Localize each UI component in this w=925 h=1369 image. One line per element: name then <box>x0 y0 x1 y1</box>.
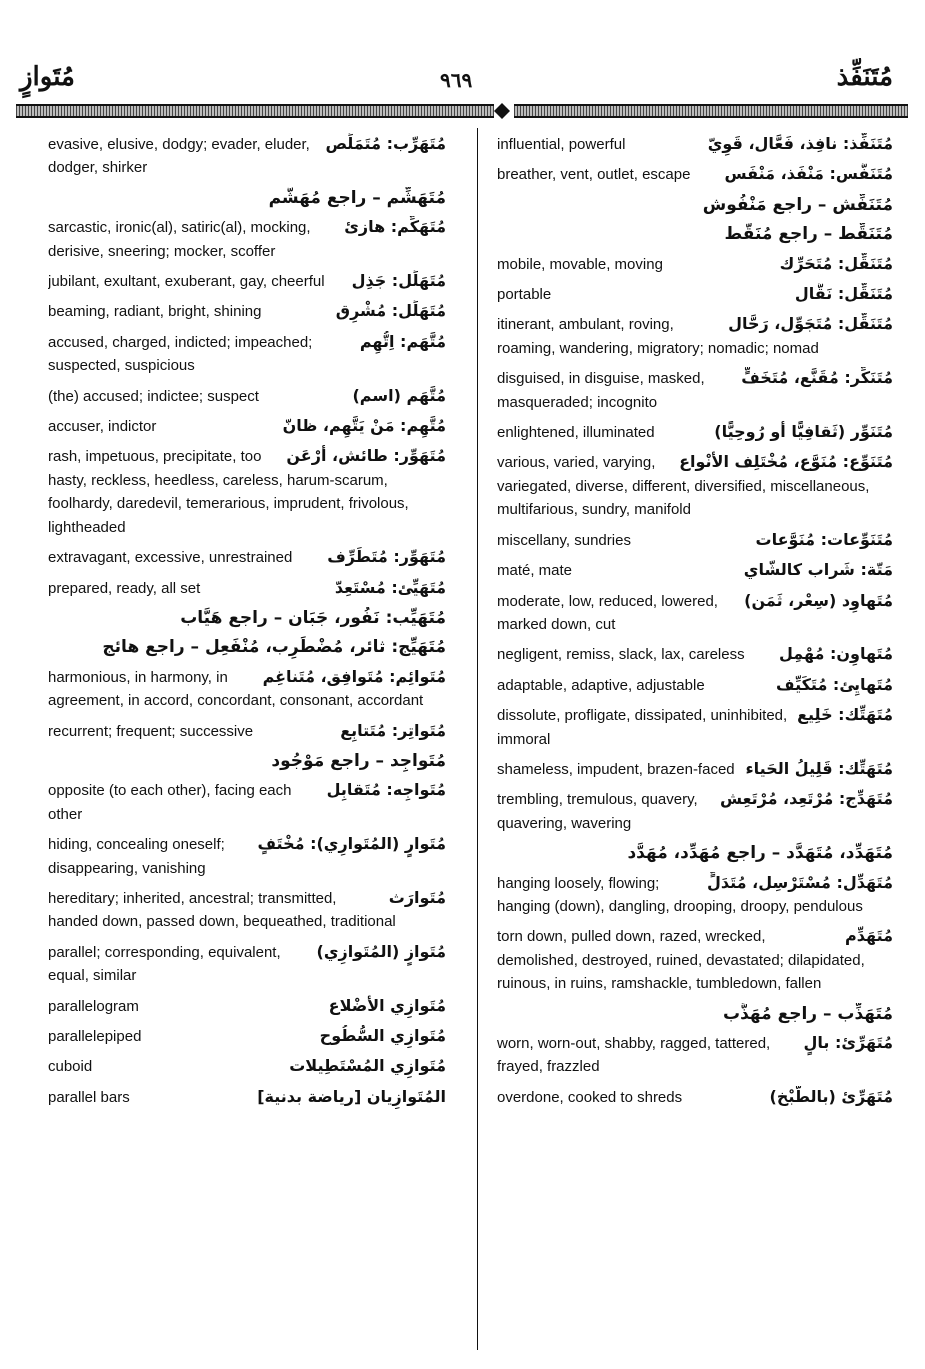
arabic-headword: مُتَّهَم: اِتُّهِم <box>359 331 446 351</box>
dictionary-entry <box>48 1086 446 1109</box>
arabic-headword: مُتَهَرِّئ (بالطَّبْخ) <box>769 1086 893 1106</box>
dictionary-entry <box>497 872 893 919</box>
page-number: ٩٦٩ <box>440 68 473 92</box>
column-divider <box>477 128 478 1350</box>
arabic-headword: مُتَهايِئ: مُتَكَيِّف <box>776 674 893 694</box>
arabic-headword: مُتَّهِم: مَنْ يَتَّهِم، ظانّ <box>282 416 446 436</box>
header-left-word: مُتَوازٍ <box>20 62 75 92</box>
arabic-headword: مُتَهَوِّر: مُتَطَرِّف <box>327 547 446 567</box>
dictionary-entry <box>497 451 893 521</box>
dictionary-entry <box>48 720 446 743</box>
english-definition: hereditary; inherited, ancestral; transmitted, handed down, passed down, bequeathed, traditional <box>48 889 396 931</box>
dictionary-entry <box>48 1055 446 1078</box>
arabic-headword: مُتَنَوِّعات: مُنَوَّعات <box>755 529 893 549</box>
english-definition: harmonious, in harmony, in agreement, in accord, concordant, consonant, accordant <box>48 668 424 710</box>
english-definition: portable <box>497 286 552 304</box>
dictionary-entry <box>497 223 893 245</box>
arabic-headword: مُتَوازٍ (المُتَوازِي) <box>316 941 446 961</box>
arabic-headword: مُتَهَيِّج: ثائر، مُضْطَرِب، مُنْفَعِل – راجع هائج <box>102 637 446 658</box>
dictionary-entry <box>497 133 893 156</box>
arabic-headword: مُتَّهَم (اسم) <box>352 385 446 405</box>
dictionary-entry <box>48 833 446 880</box>
dictionary-entry <box>48 666 446 713</box>
arabic-headword: مُتَنَكِّر: مُقَنَّع، مُتَخَفٍّ <box>741 368 893 388</box>
dictionary-entry <box>497 1003 893 1025</box>
english-definition: parallel bars <box>48 1088 130 1106</box>
arabic-headword: مُتَوارٍ (المُتَوارِي): مُخْتَفٍ <box>257 834 446 854</box>
arabic-headword: مُتَهَرِّب: مُتَمَلِّص <box>325 134 446 153</box>
dictionary-entry <box>48 941 446 988</box>
dictionary-entry <box>48 995 446 1018</box>
arabic-headword: مُتَهاوِن: مُهْمِل <box>778 644 893 664</box>
dictionary-entry <box>48 385 446 408</box>
dictionary-entry <box>497 842 893 864</box>
arabic-headword: مُتَهَدِّج: مُرْتَعِد، مُرْتَعِش <box>719 789 893 809</box>
english-definition: trembling, tremulous, quavery, quavering, wavering <box>497 791 698 832</box>
dictionary-entry <box>48 187 446 209</box>
dictionary-entry <box>497 163 893 186</box>
dictionary-entry <box>497 559 893 582</box>
dictionary-entry <box>48 300 446 323</box>
english-definition: negligent, remiss, slack, lax, careless <box>497 646 745 664</box>
english-definition: parallelepiped <box>48 1028 142 1045</box>
dictionary-entry <box>497 1032 893 1079</box>
dictionary-entry <box>48 636 446 658</box>
arabic-headword: مَتّة: شَراب كالشّاي <box>743 560 893 580</box>
english-definition: hiding, concealing oneself; disappearing, vanishing <box>48 836 225 877</box>
dictionary-entry <box>497 704 893 751</box>
dictionary-entry <box>48 445 446 539</box>
arabic-headword: مُتَهَلِّل: مُشْرِق <box>335 301 446 321</box>
english-definition: overdone, cooked to shreds <box>497 1088 683 1106</box>
english-definition: torn down, pulled down, razed, wrecked, demolished, destroyed, ruined, devastated; dilapidated, ruinous, in ruins, ramshackle, tumbledown, fallen <box>497 928 865 993</box>
english-definition: sarcastic, ironic(al), satiric(al), mocking, derisive, sneering; mocker, scoffer <box>48 219 311 260</box>
english-definition: extravagant, excessive, unrestrained <box>48 549 293 567</box>
dictionary-entry <box>48 779 446 826</box>
english-definition: cuboid <box>48 1058 93 1076</box>
dictionary-entry <box>48 546 446 569</box>
arabic-headword: مُتَهَوِّر: طائش، أَرْعَن <box>286 446 446 466</box>
arabic-headword: مُتَهَتِّك: قَلِيلُ الحَياء <box>745 758 893 778</box>
dictionary-entry <box>497 674 893 697</box>
arabic-headword: مُتَنَفَّس: مَنْفَذ، مَنْفَس <box>724 164 893 184</box>
english-definition: maté, mate <box>497 562 573 580</box>
english-definition: accuser, indictor <box>48 418 157 436</box>
arabic-headword: مُتَواجِد – راجع مَوْجُود <box>271 750 446 771</box>
english-definition: evasive, elusive, dodgy; evader, eluder, dodger, shirker <box>48 136 310 177</box>
dictionary-entry <box>48 415 446 438</box>
arabic-headword: مُتَهَيِّب: نَفُور، جَبَان – راجع هَيَّاب <box>180 607 446 628</box>
arabic-headword: مُتَنَقِّل: نَقَّال <box>794 284 893 304</box>
dictionary-entry <box>497 529 893 552</box>
dictionary-entry <box>497 367 893 414</box>
english-definition: itinerant, ambulant, roving, roaming, wandering, migratory; nomadic; nomad <box>497 316 819 357</box>
english-definition: dissolute, profligate, dissipated, uninhibited, immoral <box>497 707 788 748</box>
arabic-headword: مُتَنَوِّر (ثَقافِيًّا أو رُوحِيًّا) <box>714 422 893 442</box>
header-right-word: مُتَنَفِّذ <box>836 62 893 92</box>
english-definition: worn, worn-out, shabby, ragged, tattered, frayed, frazzled <box>497 1035 771 1076</box>
dictionary-entry <box>497 758 893 781</box>
arabic-headword: مُتَهَكِّم: هازئ <box>344 217 446 237</box>
english-definition: various, varied, varying, variegated, diverse, different, diversified, miscellaneous, multifarious, sundry, manifold <box>497 454 870 519</box>
dictionary-entry <box>48 133 446 180</box>
arabic-headword: مُتَوازِي السُّطُوح <box>319 1026 446 1045</box>
dictionary-entry <box>48 270 446 293</box>
english-definition: breather, vent, outlet, escape <box>497 166 691 184</box>
arabic-headword: مُتَهَشِّم – راجع مُهَشَّم <box>268 187 446 208</box>
arabic-headword: مُتَهاوِد (سِعْر، ثَمَن) <box>744 590 893 610</box>
dictionary-entry <box>497 194 893 216</box>
dictionary-entry <box>497 283 893 306</box>
english-definition: recurrent; frequent; successive <box>48 722 254 740</box>
dictionary-entry <box>497 643 893 666</box>
arabic-headword: مُتَهَدِّل: مُسْتَرْسِل، مُتَدَلٍّ <box>707 872 893 892</box>
english-definition: opposite (to each other), facing each other <box>48 782 292 823</box>
dictionary-entry <box>48 1025 446 1048</box>
english-definition: influential, powerful <box>497 136 626 153</box>
english-definition: jubilant, exultant, exuberant, gay, cheerful <box>48 273 325 291</box>
dictionary-entry <box>48 750 446 772</box>
dictionary-entry <box>48 577 446 600</box>
english-definition: hanging loosely, flowing; hanging (down), dangling, drooping, droopy, pendulous <box>497 874 863 915</box>
header-diamond-ornament <box>494 103 510 119</box>
dictionary-entry <box>497 1086 893 1109</box>
english-definition: (the) accused; indictee; suspect <box>48 387 259 405</box>
arabic-headword: مُتَهَتِّك: خَلِيع <box>797 705 893 725</box>
english-definition: rash, impetuous, precipitate, too hasty, reckless, heedless, careless, harum-scarum, foolhardy, daredevil, temerarious, imprudent, frivolous, lightheaded <box>48 448 409 536</box>
arabic-headword: مُتَواجِه: مُتَقابِل <box>326 780 446 800</box>
arabic-headword: مُتَوائِم: مُتَوافِق، مُتَناغِم <box>262 666 446 686</box>
english-definition: moderate, low, reduced, lowered, marked down, cut <box>497 592 718 633</box>
arabic-headword: مُتَهَلِّل: جَذِل <box>351 271 446 291</box>
arabic-headword: مُتَهَرِّئ: بالٍ <box>803 1033 893 1052</box>
header-rule-left <box>16 104 494 118</box>
arabic-headword: مُتَنَقِّط – راجع مُنَقَّط <box>724 224 893 245</box>
dictionary-entry <box>48 216 446 263</box>
english-definition: accused, charged, indicted; impeached; suspected, suspicious <box>48 333 313 375</box>
arabic-headword: مُتَوارَث <box>388 887 446 907</box>
english-definition: enlightened, illuminated <box>497 424 655 442</box>
english-definition: parallelogram <box>48 997 139 1015</box>
right-column <box>497 133 893 1116</box>
arabic-headword: مُتَوازِي الأَضْلاع <box>328 995 446 1015</box>
english-definition: mobile, movable, moving <box>497 255 663 273</box>
english-definition: disguised, in disguise, masked, masqueraded; incognito <box>497 370 705 411</box>
dictionary-entry <box>497 313 893 360</box>
dictionary-entry <box>48 331 446 378</box>
arabic-headword: مُتَواتِر: مُتَتابِع <box>340 720 446 740</box>
arabic-headword: المُتَوازِيان [رياضة بدنية] <box>257 1086 446 1106</box>
english-definition: beaming, radiant, bright, shining <box>48 303 262 321</box>
arabic-headword: مُتَوازِي المُسْتَطِيلات <box>289 1056 446 1076</box>
arabic-headword: مُتَنَفِّذ: نافِذ، فَعَّال، قَوِيّ <box>707 134 893 153</box>
dictionary-entry <box>497 590 893 637</box>
english-definition: miscellany, sundries <box>497 531 631 549</box>
english-definition: prepared, ready, all set <box>48 579 201 597</box>
arabic-headword: مُتَهَذِّب – راجع مُهَذَّب <box>723 1003 893 1024</box>
header-rule-right <box>514 104 908 118</box>
dictionary-entry <box>497 253 893 276</box>
left-column <box>48 133 446 1116</box>
dictionary-entry <box>48 607 446 629</box>
dictionary-entry <box>497 925 893 995</box>
dictionary-entry <box>48 887 446 934</box>
dictionary-entry <box>497 788 893 835</box>
dictionary-entry <box>497 421 893 444</box>
english-definition: shameless, impudent, brazen-faced <box>497 760 735 778</box>
english-definition: parallel; corresponding, equivalent, equal, similar <box>48 943 281 985</box>
arabic-headword: مُتَنَفِّش – راجع مَنْفُوش <box>702 194 893 215</box>
arabic-headword: مُتَنَقِّل: مُتَحَرِّك <box>779 253 893 273</box>
arabic-headword: مُتَهَدِّد، مُتَهَدَّد – راجع مُهَدِّد، مُهَدَّد <box>627 843 893 864</box>
arabic-headword: مُتَهَيِّئ: مُسْتَعِدّ <box>334 577 446 597</box>
arabic-headword: مُتَهَدِّم <box>845 926 893 946</box>
arabic-headword: مُتَنَوِّع: مُنَوَّع، مُخْتَلِف الأَنْواع <box>679 452 893 472</box>
english-definition: adaptable, adaptive, adjustable <box>497 676 705 694</box>
arabic-headword: مُتَنَقِّل: مُتَجَوِّل، رَحَّال <box>728 314 893 334</box>
